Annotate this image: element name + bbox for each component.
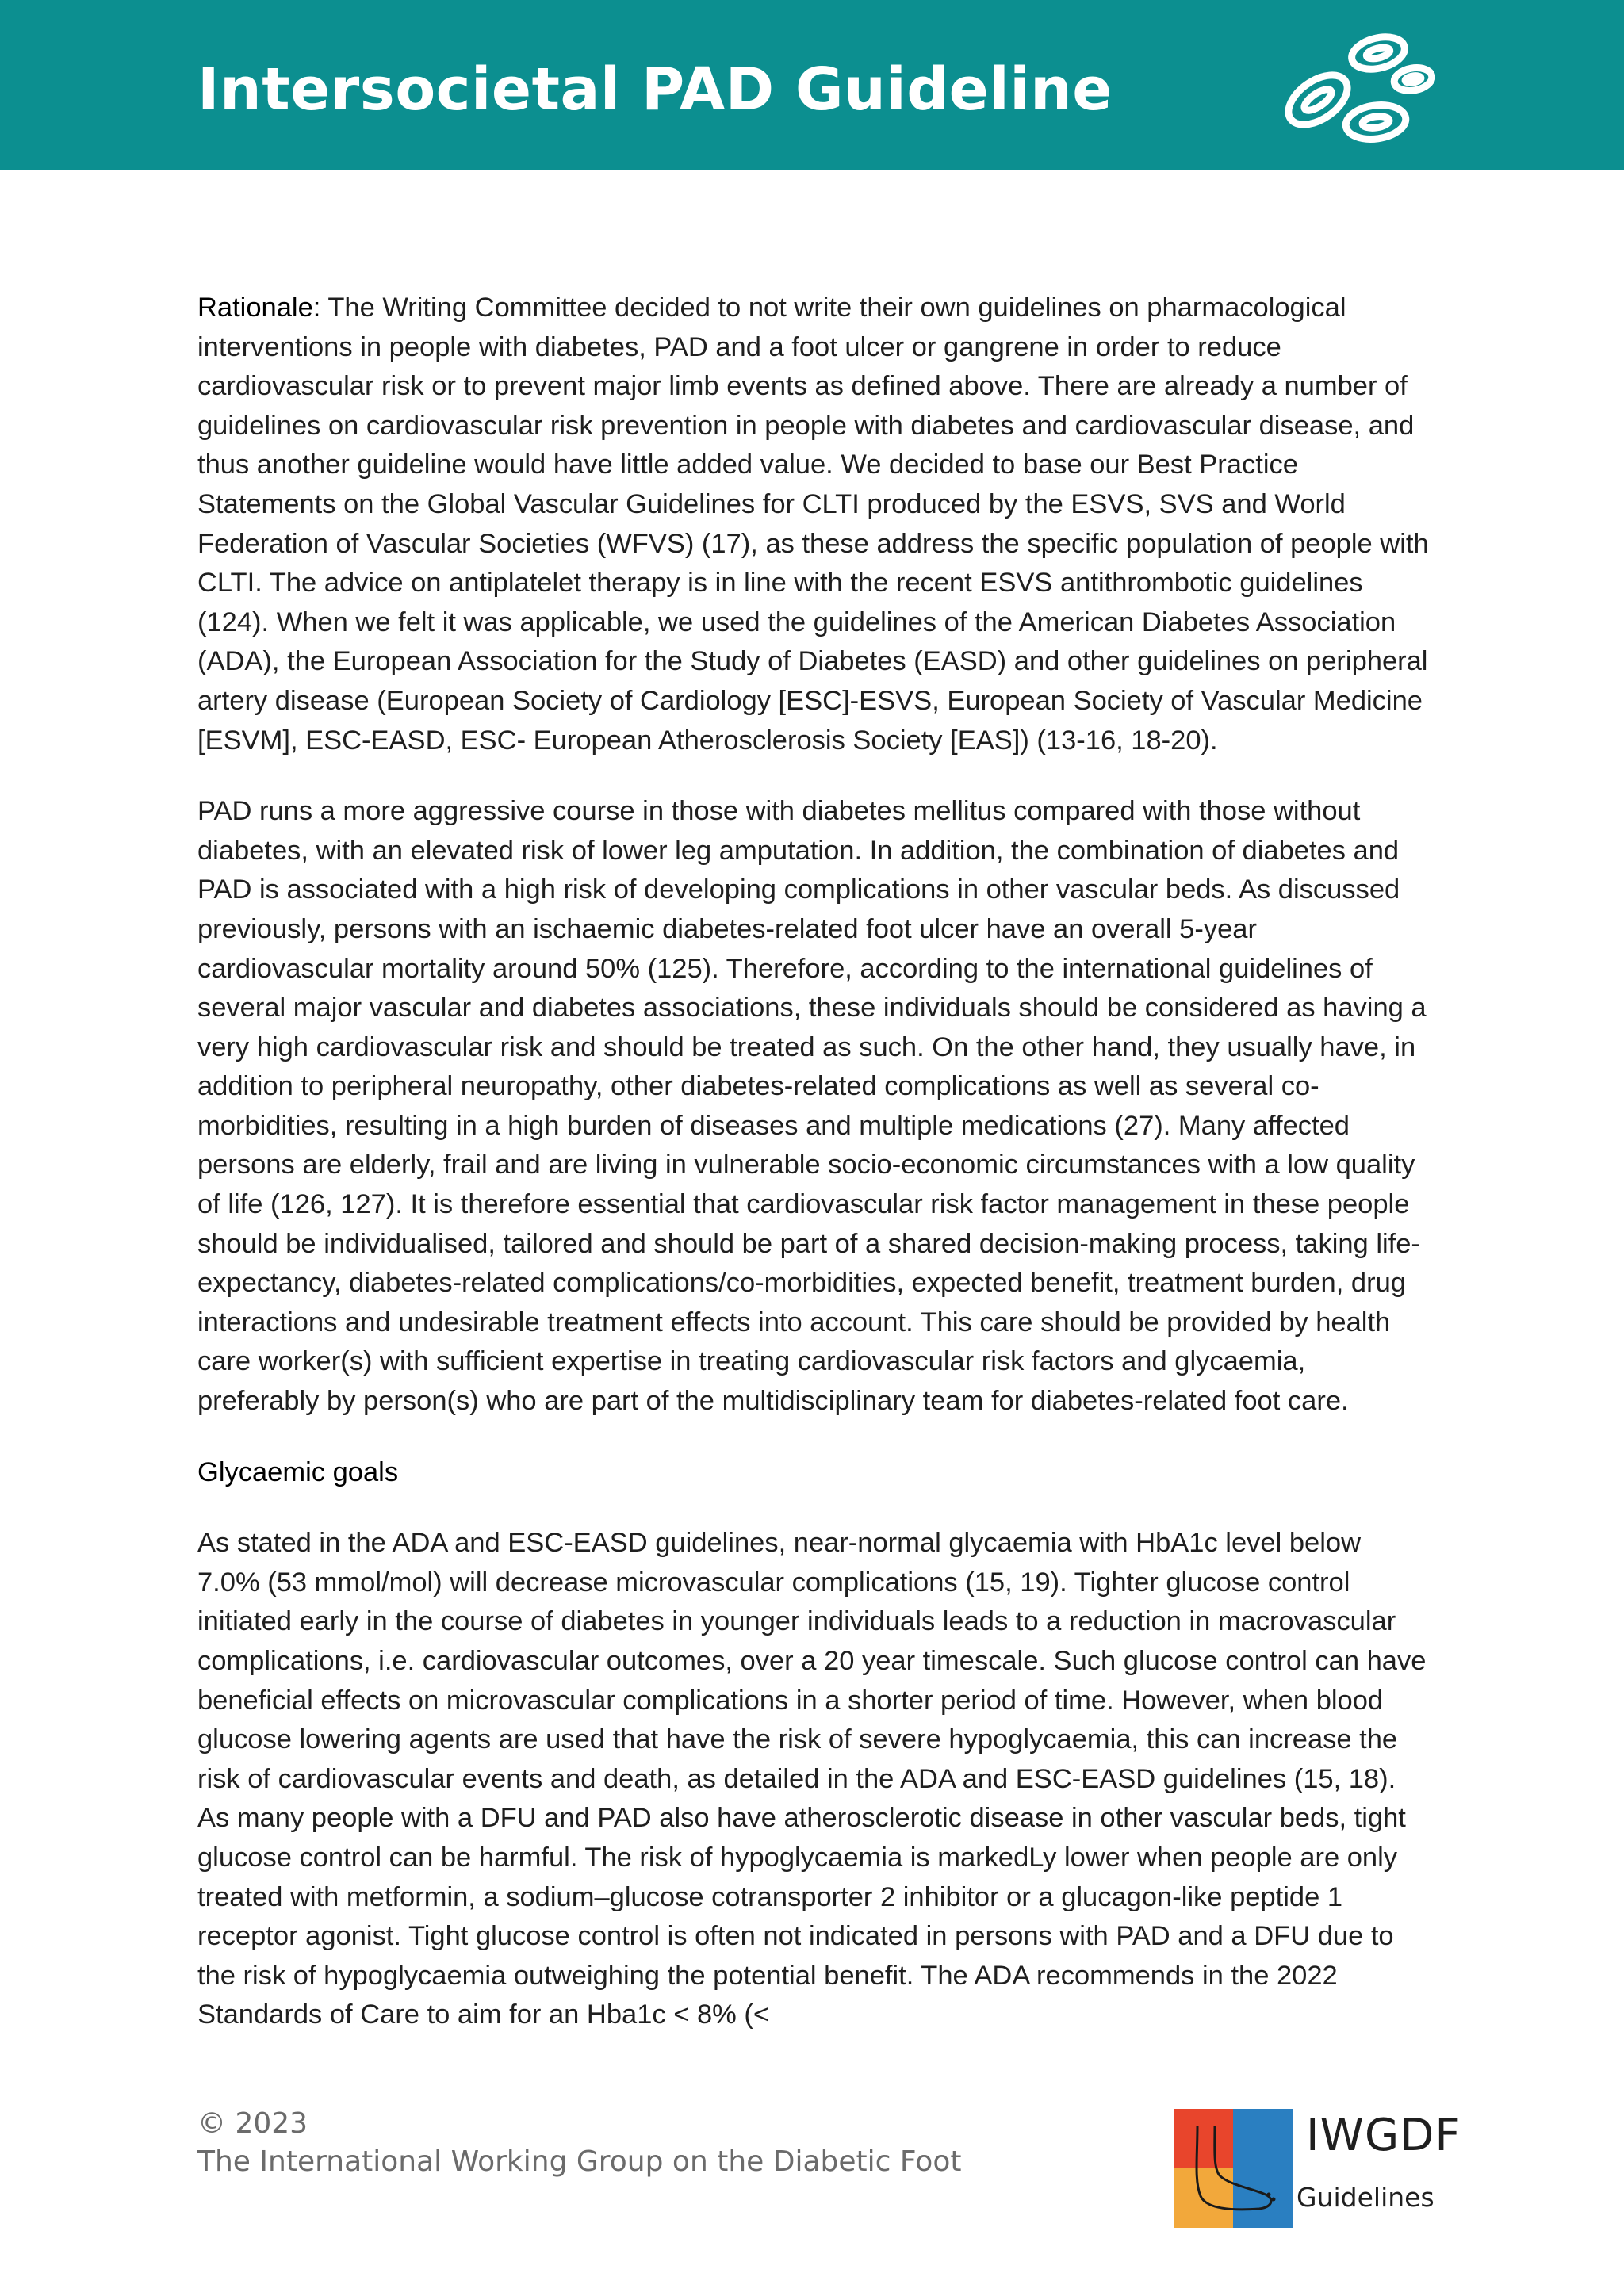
rationale-label: Rationale:: [197, 293, 321, 323]
rationale-paragraph: [197, 289, 1431, 760]
page-footer: [197, 2105, 961, 2181]
foot-icon: [1174, 2109, 1293, 2228]
copyright-line: © 2023: [197, 2107, 308, 2140]
cells-icon: [1269, 17, 1435, 152]
logo-name: IWGDF: [1306, 2110, 1461, 2161]
rationale-text: The Writing Committee decided to not write their own guidelines on pharmacological interventions in people with diabetes, PAD and a foot ulcer or gangrene in order to reduce cardiovascular risk or to prevent major limb events as defined above. There are already a number of guidelines on cardiovascular risk prevention in people with diabetes and cardiovascular disease, and thus another guideline would have little added value. We decided to base our Best Practice Statements on the Global Vascular Guidelines for CLTI produced by the ESVS, SVS and World Federation of Vascular Societies (WFVS) (17), as these address the specific population of people with CLTI. The advice on antiplatelet therapy is in line with the recent ESVS antithrombotic guidelines (124). When we felt it was applicable, we used the guidelines of the American Diabetes Association (ADA), the European Association for the Study of Diabetes (EASD) and other guidelines on peripheral artery disease (European Society of Cardiology [ESC]-ESVS, European Society of Vascular Medicine [ESVM], ESC-EASD, ESC- European Atherosclerosis Society [EAS]) (13-16, 18-20).: [197, 293, 1429, 756]
page-body: [197, 289, 1431, 2067]
body-paragraph-2: PAD runs a more aggressive course in those with diabetes mellitus compared with those without diabetes, with an elevated risk of lower leg amputation. In addition, the combination of diabetes and PAD is associated with a high risk of developing complications in other vascular beds. As discussed previously, persons with an ischaemic diabetes-related foot ulcer have an overall 5-year cardiovascular mortality around 50% (125). Therefore, according to the international guidelines of several major vascular and diabetes associations, these individuals should be considered as having a very high cardiovascular risk and should be treated as such. On the other hand, they usually have, in addition to peripheral neuropathy, other diabetes-related complications as well as several co-morbidities, resulting in a high burden of diseases and multiple medications (27). Many affected persons are elderly, frail and are living in vulnerable socio-economic circumstances with a low quality of life (126, 127). It is therefore essential that cardiovascular risk factor management in these people should be individualised, tailored and should be part of a shared decision-making process, taking life-expectancy, diabetes-related complications/co-morbidities, expected benefit, treatment burden, drug interactions and undesirable treatment effects into account. This care should be provided by health care worker(s) with sufficient expertise in treating cardiovascular risk factors and glycaemia, preferably by person(s) who are part of the multidisciplinary team for diabetes-related foot care.: [197, 796, 1427, 1417]
body-paragraph-3: As stated in the ADA and ESC-EASD guidelines, near-normal glycaemia with HbA1c level below 7.0% (53 mmol/mol) will decrease microvascular complications (15, 19). Tighter glucose control initiated early in the course of diabetes in younger individuals leads to a reduction in macrovascular complications, i.e. cardiovascular outcomes, over a 20 year timescale. Such glucose control can have beneficial effects on microvascular complications in a shorter period of time. However, when blood glucose lowering agents are used that have the risk of severe hypoglycaemia, this can increase the risk of cardiovascular events and death, as detailed in the ADA and ESC-EASD guidelines (15, 18). As many people with a DFU and PAD also have atherosclerotic disease in other vascular beds, tight glucose control can be harmful. The risk of hypoglycaemia is markedLy lower when people are only treated with metformin, a sodium–glucose cotransporter 2 inhibitor or a glucagon-like peptide 1 receptor agonist. Tight glucose control is often not indicated in persons with PAD and a DFU due to the risk of hypoglycaemia outweighing the potential benefit. The ADA recommends in the 2022 Standards of Care to aim for an Hba1c < 8% (<: [197, 1528, 1427, 2030]
page-title: Intersocietal PAD Guideline: [197, 55, 1113, 124]
section-heading-glycaemic-goals: Glycaemic goals: [197, 1456, 399, 1487]
logo-subtitle: Guidelines: [1297, 2182, 1434, 2213]
iwgdf-logo: [1174, 2109, 1461, 2228]
page-header: [0, 0, 1624, 170]
organization-name: The International Working Group on the Diabetic Foot: [197, 2145, 962, 2178]
